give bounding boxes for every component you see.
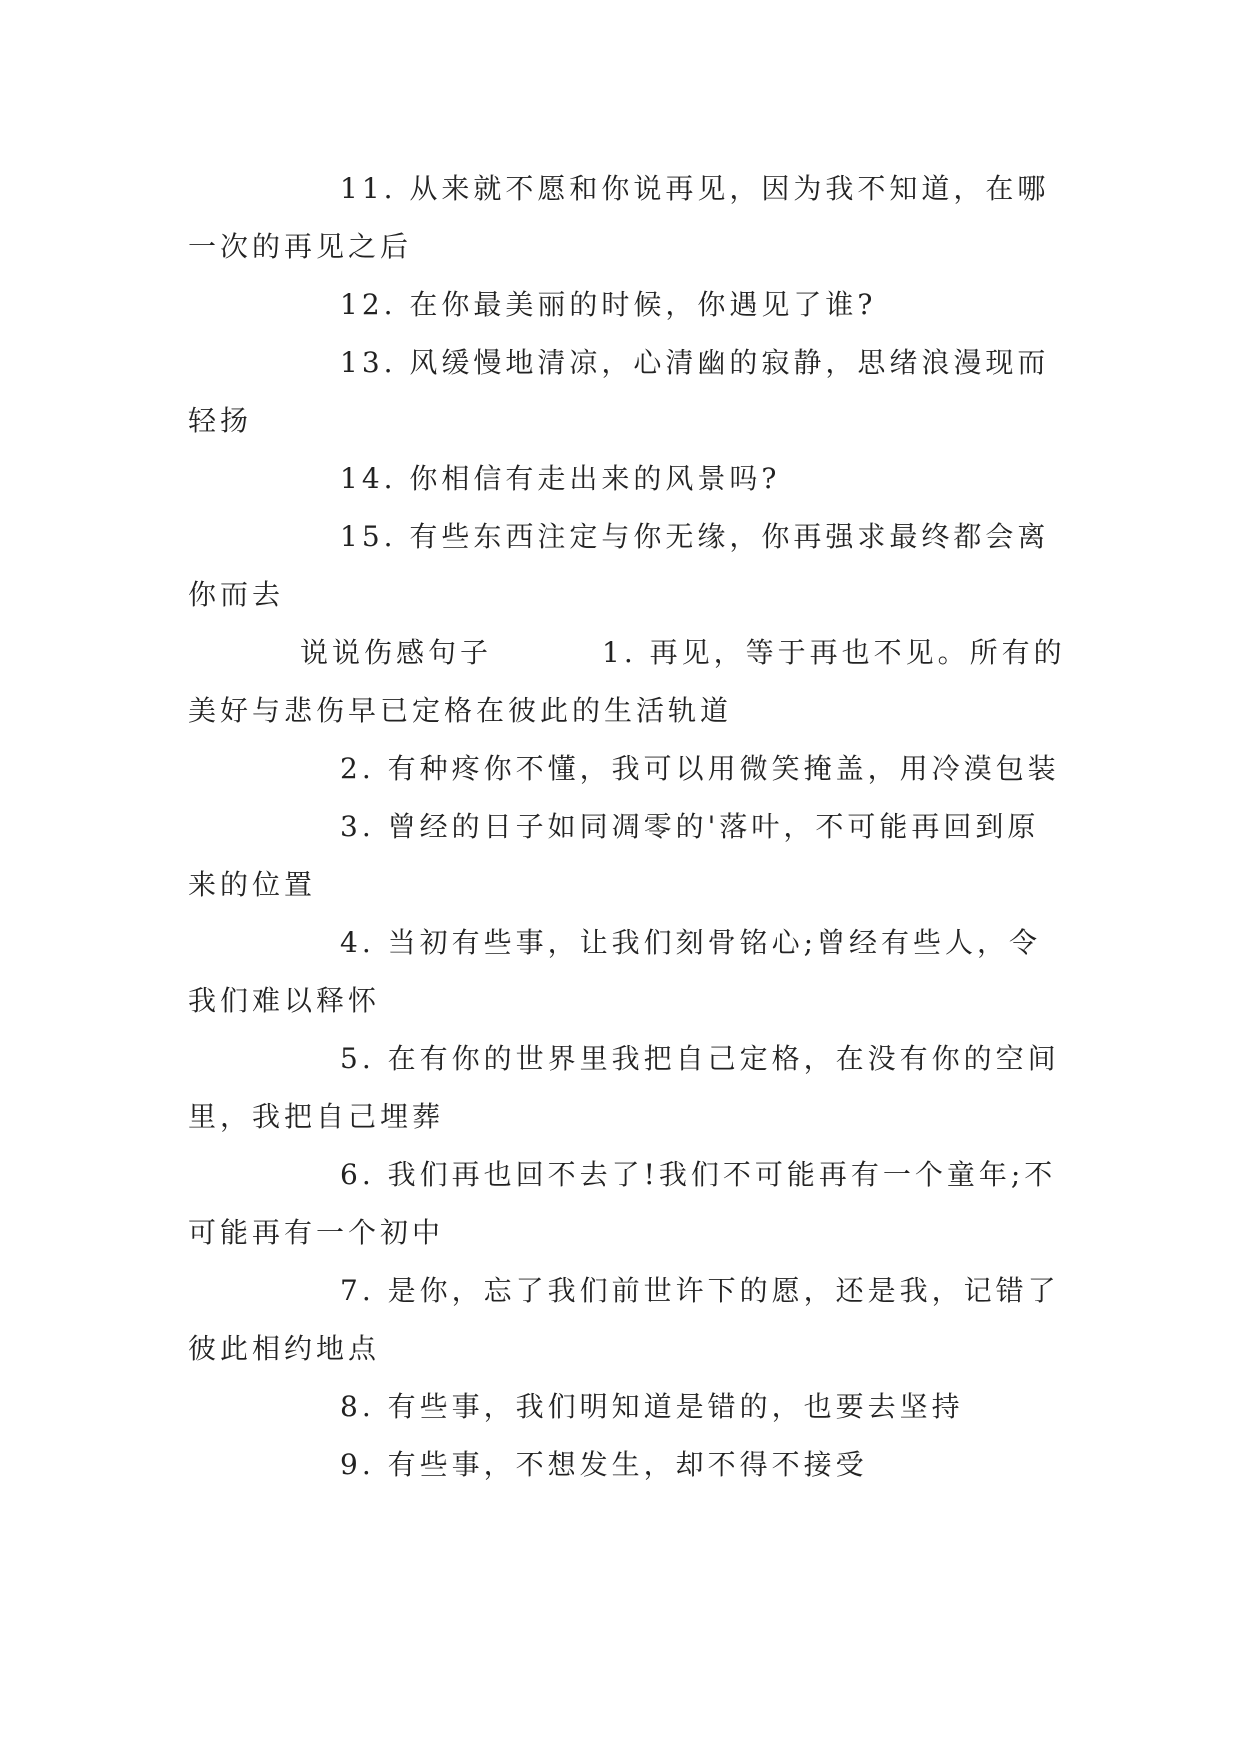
paragraph-2: 2. 有种疼你不懂，我可以用微笑掩盖，用冷漠包装 — [340, 752, 1060, 785]
paragraph-9: 9. 有些事，不想发生，却不得不接受 — [340, 1448, 868, 1481]
paragraph-14: 14. 你相信有走出来的风景吗? — [340, 462, 781, 495]
paragraph-6: 6. 我们再也回不去了!我们不可能再有一个童年;不可能再有一个初中 — [188, 1158, 1057, 1249]
paragraph-15: 15. 有些东西注定与你无缘，你再强求最终都会离你而去 — [188, 520, 1050, 611]
section-heading: 说说伤感句子 — [300, 636, 493, 669]
section-paragraph — [188, 624, 1068, 740]
paragraph-5: 5. 在有你的世界里我把自己定格，在没有你的空间里，我把自己埋葬 — [188, 1042, 1060, 1133]
paragraph-4: 4. 当初有些事，让我们刻骨铭心;曾经有些人，令我们难以释怀 — [188, 926, 1042, 1017]
paragraph-8: 8. 有些事，我们明知道是错的，也要去坚持 — [340, 1390, 964, 1423]
document-body — [188, 160, 1068, 1494]
paragraph-7: 7. 是你，忘了我们前世许下的愿，还是我，记错了彼此相约地点 — [188, 1274, 1060, 1365]
paragraph-11: 11. 从来就不愿和你说再见，因为我不知道，在哪一次的再见之后 — [188, 172, 1050, 263]
paragraph-12: 12. 在你最美丽的时候，你遇见了谁? — [340, 288, 877, 321]
paragraph-3: 3. 曾经的日子如同凋零的'落叶，不可能再回到原来的位置 — [188, 810, 1040, 901]
paragraph-1: 1. 再见，等于再也不见。所有的美好与悲伤早已定格在彼此的生活轨道 — [188, 636, 1066, 727]
paragraph-13: 13. 风缓慢地清凉，心清幽的寂静，思绪浪漫现而轻扬 — [188, 346, 1050, 437]
